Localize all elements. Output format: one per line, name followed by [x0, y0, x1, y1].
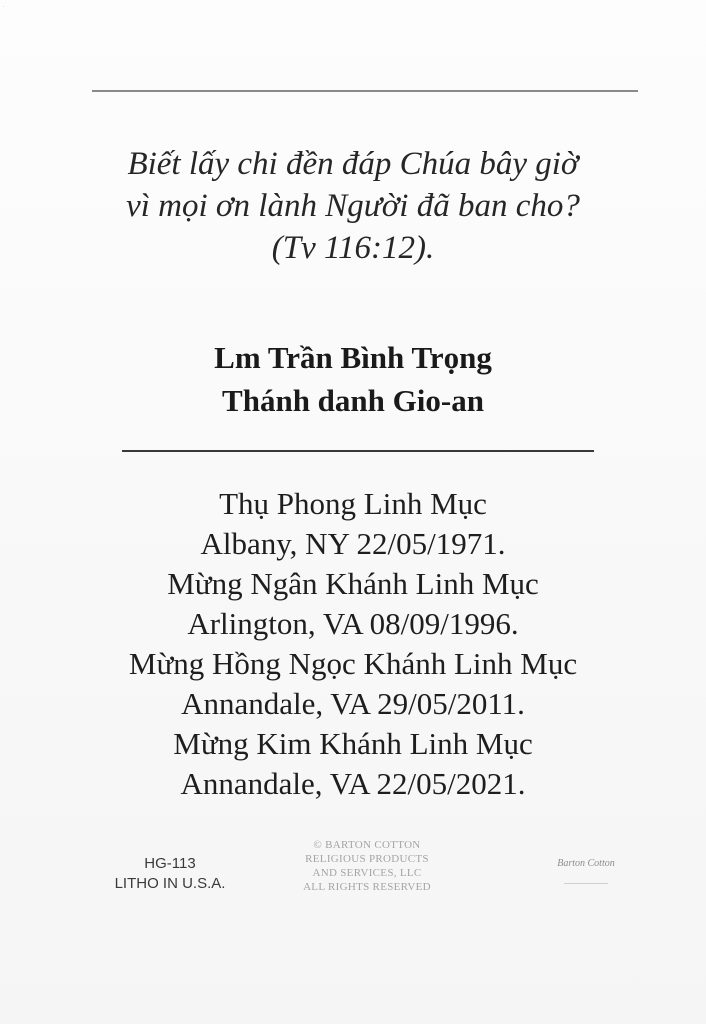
copyright-line: AND SERVICES, LLC: [312, 867, 422, 879]
saint-name: Thánh danh Gio-an: [222, 383, 484, 418]
print-note: LITHO IN U.S.A.: [114, 875, 226, 892]
logo-underline: [564, 883, 608, 884]
copyright-line: ALL RIGHTS RESERVED: [303, 881, 431, 893]
event-place-date: Arlington, VA 08/09/1996.: [187, 606, 519, 641]
anniversary-list: [0, 484, 706, 804]
copyright-line: RELIGIOUS PRODUCTS: [305, 853, 429, 865]
publisher-logo: [536, 858, 636, 902]
copyright-line: © BARTON COTTON: [313, 839, 421, 851]
product-code: HG-113: [144, 855, 196, 872]
event-title: Mừng Hồng Ngọc Khánh Linh Mục: [128, 646, 578, 681]
priest-name: Lm Trần Bình Trọng: [214, 340, 492, 375]
event-place-date: Annandale, VA 29/05/2011.: [181, 686, 525, 721]
event-title: Mừng Ngân Khánh Linh Mục: [167, 566, 539, 601]
scripture-verse: [0, 143, 706, 269]
event-place-date: Annandale, VA 22/05/2021.: [180, 766, 526, 801]
copyright-notice: [272, 838, 462, 894]
middle-divider: [122, 450, 594, 452]
top-divider: [92, 90, 638, 92]
event-title: Thụ Phong Linh Mục: [219, 486, 487, 521]
priest-name-block: [0, 336, 706, 422]
corner-mark: ·: [2, 1, 5, 11]
verse-line: vì mọi ơn lành Người đã ban cho?: [126, 188, 580, 224]
verse-line: Biết lấy chi đền đáp Chúa bây giờ: [127, 146, 579, 182]
logo-text: Barton Cotton: [557, 858, 615, 869]
event-place-date: Albany, NY 22/05/1971.: [200, 526, 506, 561]
product-info: [100, 854, 240, 894]
verse-reference: (Tv 116:12).: [271, 230, 435, 266]
event-title: Mừng Kim Khánh Linh Mục: [173, 726, 533, 761]
